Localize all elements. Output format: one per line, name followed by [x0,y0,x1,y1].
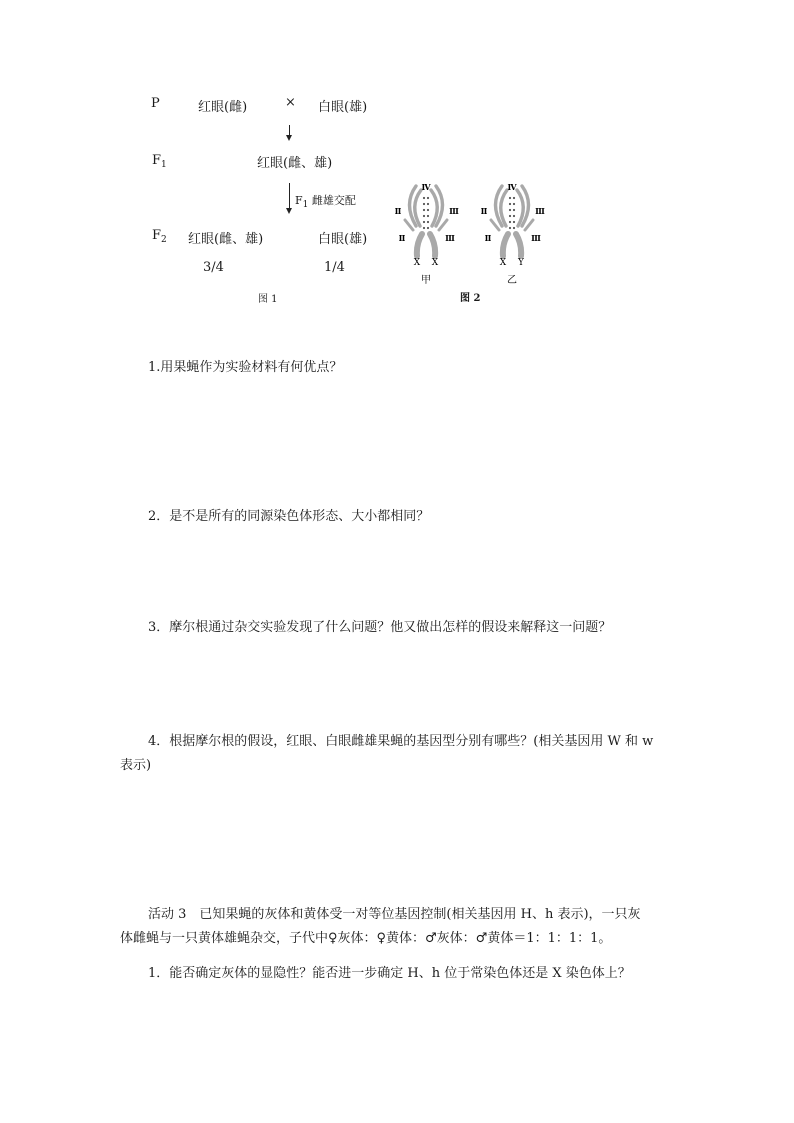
label-iv: Ⅳ [421,182,431,192]
figure-2-caption: 图 2 [460,293,481,304]
f1-phenotype: 红眼(雌、雄) [257,156,333,171]
label-ii-inner: Ⅱ [484,233,492,243]
question-4-line-2: 表示) [120,758,152,773]
f2-white-phenotype: 白眼(雄) [318,232,368,247]
ratio-red: 3/4 [203,260,224,275]
cross-symbol: × [285,95,296,110]
question-4-line-1: 4．根据摩尔根的假设，红眼、白眼雌雄果蝇的基因型分别有哪些？(相关基因用 W 和 w [148,734,654,749]
p-female-phenotype: 红眼(雌) [198,100,248,115]
karyotype-yi [481,182,546,286]
question-1: 1.用果蝇作为实验材料有何优点？ [148,360,343,375]
label-sex-1: X [499,258,507,268]
karyotype-jia [395,182,460,286]
label-yi: 乙 [507,275,517,286]
label-iii-inner: Ⅲ [445,233,455,243]
ratio-white: 1/4 [324,260,345,275]
label-sex-2: Y [518,258,524,268]
p-male-phenotype: 白眼(雄) [318,100,368,115]
label-iii-outer: Ⅲ [449,206,459,216]
label-iv: Ⅳ [507,182,517,192]
generation-f2-label: $F_2$ [152,228,167,245]
f2-red-phenotype: 红眼(雌、雄) [188,232,264,247]
label-iii-inner: Ⅲ [531,233,541,243]
label-ii-inner: Ⅱ [398,233,406,243]
activity-3-line-2: 体雌蝇与一只黄体雄蝇杂交，子代中♀灰体：♀黄体：♂灰体：♂黄体＝1：1：1：1。 [120,931,612,946]
figure-1-caption: 图 1 [258,294,278,305]
label-jia: 甲 [421,275,431,286]
activity-3-question-1: 1．能否确定灰体的显隐性？能否进一步确定 H、h 位于常染色体还是 X 染色体上？ [148,966,631,981]
question-2: 2．是不是所有的同源染色体形态、大小都相同？ [148,509,430,524]
label-sex-1: X [413,258,421,268]
activity-3-line-1: 活动 3 已知果蝇的灰体和黄体受一对等位基因控制(相关基因用 H、h 表示)，一只灰 [148,907,641,922]
label-ii-outer: Ⅱ [394,206,402,216]
f1-cross-note: $F_1$ 雌雄交配 [295,194,356,210]
label-sex-2: X [431,258,439,268]
chromosome-diagram [388,180,558,290]
label-ii-outer: Ⅱ [480,206,488,216]
label-iii-outer: Ⅲ [535,206,545,216]
generation-p-label: P [151,96,160,111]
generation-f1-label: $F_1$ [152,153,167,170]
question-3: 3．摩尔根通过杂交实验发现了什么问题？他又做出怎样的假设来解释这一问题？ [148,620,612,635]
